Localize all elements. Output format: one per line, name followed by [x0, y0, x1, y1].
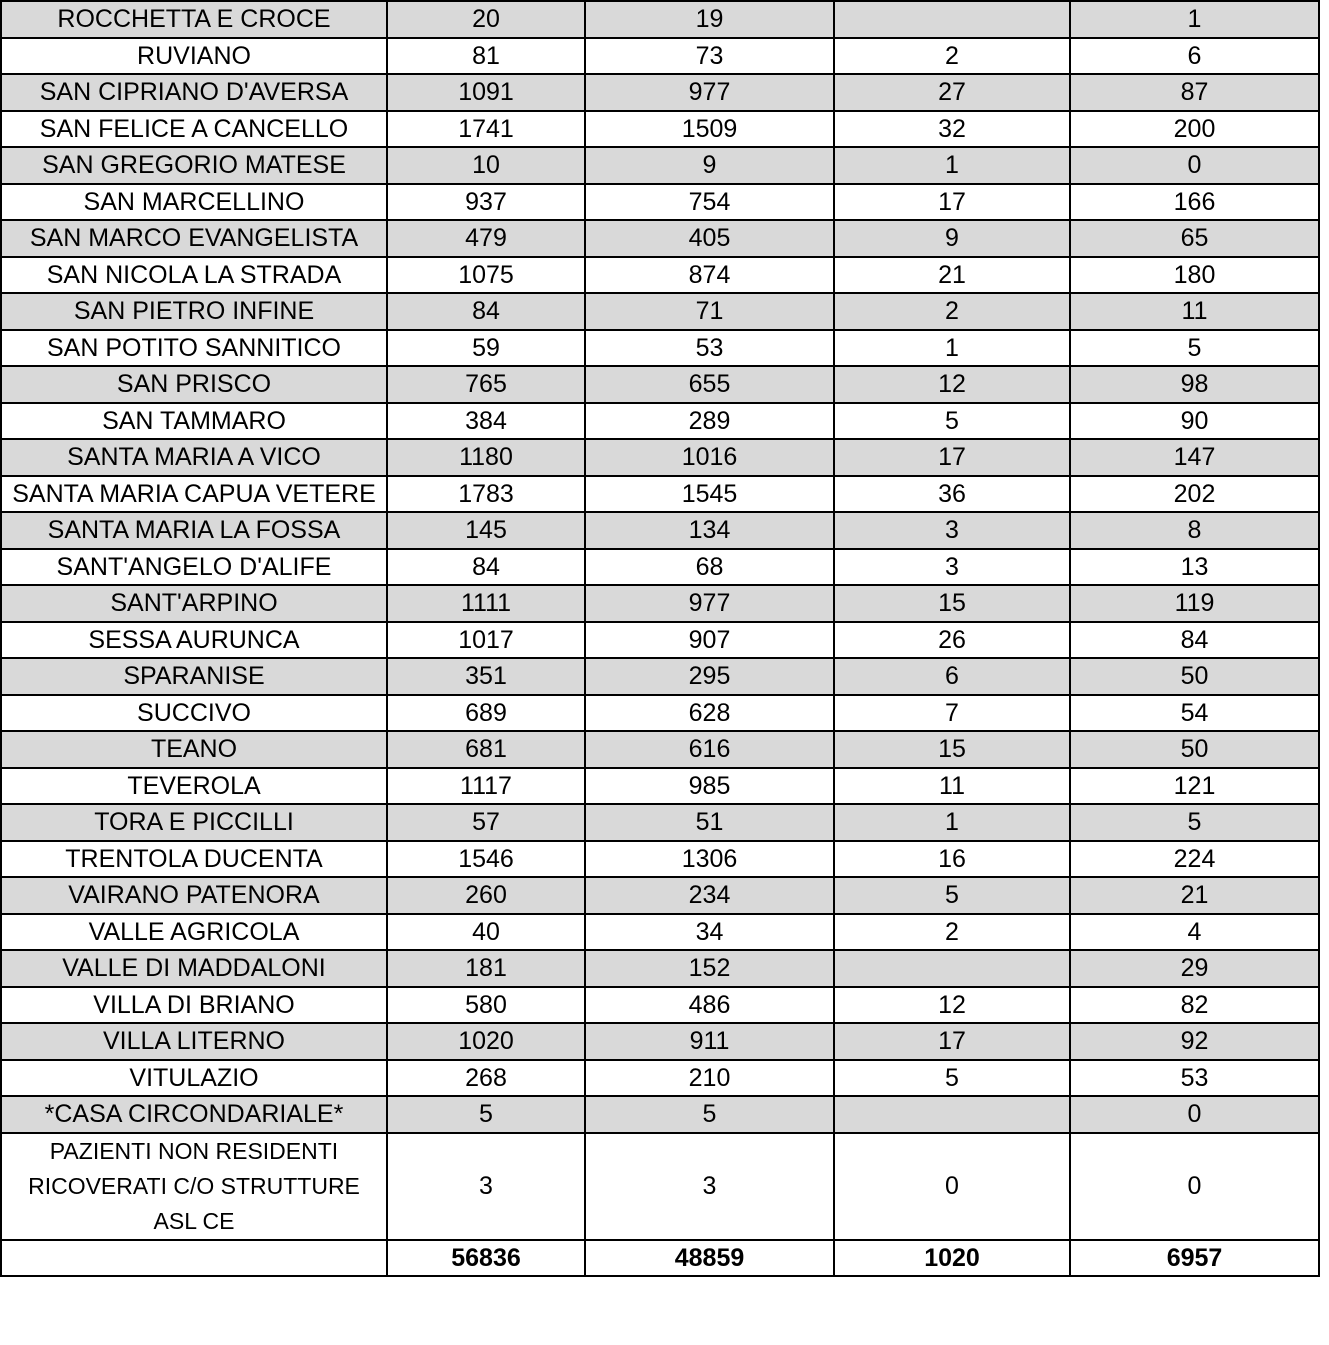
value-cell-4: 84 [1070, 622, 1319, 659]
value-cell-2: 911 [585, 1023, 834, 1060]
value-cell-1: 1741 [387, 111, 585, 148]
value-cell-3: 16 [834, 841, 1070, 878]
table-row [1, 257, 1319, 294]
municipality-cell: VALLE DI MADDALONI [1, 950, 387, 987]
total-label-cell [1, 1240, 387, 1276]
value-cell-4: 224 [1070, 841, 1319, 878]
value-cell-4: 11 [1070, 293, 1319, 330]
value-cell-2: 295 [585, 658, 834, 695]
table-row [1, 695, 1319, 732]
value-cell-1: 1180 [387, 439, 585, 476]
value-cell-2: 68 [585, 549, 834, 586]
value-cell-3: 1 [834, 330, 1070, 367]
table-row [1, 147, 1319, 184]
value-cell-1: 260 [387, 877, 585, 914]
value-cell-3: 17 [834, 439, 1070, 476]
value-cell-4: 202 [1070, 476, 1319, 513]
municipality-cell: VITULAZIO [1, 1060, 387, 1097]
value-cell-2: 134 [585, 512, 834, 549]
value-cell-2: 754 [585, 184, 834, 221]
value-cell-4: 65 [1070, 220, 1319, 257]
value-cell-3: 6 [834, 658, 1070, 695]
value-cell-2: 405 [585, 220, 834, 257]
value-cell-1: 145 [387, 512, 585, 549]
value-cell-1: 40 [387, 914, 585, 951]
value-cell-4: 121 [1070, 768, 1319, 805]
value-cell-1: 3 [387, 1133, 585, 1240]
municipality-cell: VILLA DI BRIANO [1, 987, 387, 1024]
municipality-cell: TORA E PICCILLI [1, 804, 387, 841]
value-cell-3: 7 [834, 695, 1070, 732]
table-row [1, 111, 1319, 148]
value-cell-1: 1020 [387, 1023, 585, 1060]
value-cell-1: 689 [387, 695, 585, 732]
value-cell-3: 2 [834, 914, 1070, 951]
municipality-cell: SANT'ANGELO D'ALIFE [1, 549, 387, 586]
total-value-cell-2: 48859 [585, 1240, 834, 1276]
value-cell-2: 1016 [585, 439, 834, 476]
value-cell-4: 5 [1070, 330, 1319, 367]
value-cell-2: 210 [585, 1060, 834, 1097]
municipality-cell: SAN PIETRO INFINE [1, 293, 387, 330]
table-row [1, 950, 1319, 987]
table-row [1, 585, 1319, 622]
value-cell-1: 1075 [387, 257, 585, 294]
municipality-cell: SANT'ARPINO [1, 585, 387, 622]
total-value-cell-3: 1020 [834, 1240, 1070, 1276]
value-cell-4: 29 [1070, 950, 1319, 987]
value-cell-4: 13 [1070, 549, 1319, 586]
table-body [1, 1, 1319, 1276]
value-cell-4: 5 [1070, 804, 1319, 841]
value-cell-3: 2 [834, 293, 1070, 330]
value-cell-3: 5 [834, 877, 1070, 914]
value-cell-4: 4 [1070, 914, 1319, 951]
table-row [1, 1, 1319, 38]
total-value-cell-1: 56836 [387, 1240, 585, 1276]
value-cell-3: 5 [834, 403, 1070, 440]
value-cell-2: 1545 [585, 476, 834, 513]
municipality-cell: SPARANISE [1, 658, 387, 695]
municipality-cell: SANTA MARIA CAPUA VETERE [1, 476, 387, 513]
value-cell-4: 147 [1070, 439, 1319, 476]
value-cell-1: 84 [387, 549, 585, 586]
value-cell-3: 12 [834, 987, 1070, 1024]
value-cell-3: 32 [834, 111, 1070, 148]
value-cell-3: 15 [834, 731, 1070, 768]
table-row [1, 403, 1319, 440]
value-cell-1: 10 [387, 147, 585, 184]
table-row [1, 877, 1319, 914]
value-cell-4: 50 [1070, 658, 1319, 695]
value-cell-1: 580 [387, 987, 585, 1024]
table-row [1, 804, 1319, 841]
municipality-cell: SAN POTITO SANNITICO [1, 330, 387, 367]
municipality-cell: VAIRANO PATENORA [1, 877, 387, 914]
municipality-cell: *CASA CIRCONDARIALE* [1, 1096, 387, 1133]
value-cell-1: 84 [387, 293, 585, 330]
value-cell-1: 351 [387, 658, 585, 695]
value-cell-1: 1017 [387, 622, 585, 659]
value-cell-3: 9 [834, 220, 1070, 257]
municipality-cell: SAN MARCELLINO [1, 184, 387, 221]
value-cell-4: 82 [1070, 987, 1319, 1024]
value-cell-4: 54 [1070, 695, 1319, 732]
value-cell-1: 5 [387, 1096, 585, 1133]
value-cell-4: 180 [1070, 257, 1319, 294]
value-cell-4: 0 [1070, 1096, 1319, 1133]
value-cell-2: 907 [585, 622, 834, 659]
value-cell-1: 937 [387, 184, 585, 221]
table-row [1, 74, 1319, 111]
value-cell-3: 21 [834, 257, 1070, 294]
value-cell-3: 17 [834, 1023, 1070, 1060]
table-row [1, 622, 1319, 659]
value-cell-3: 12 [834, 366, 1070, 403]
table-row [1, 366, 1319, 403]
value-cell-4: 166 [1070, 184, 1319, 221]
value-cell-2: 616 [585, 731, 834, 768]
municipality-cell: PAZIENTI NON RESIDENTI RICOVERATI C/O STRUTTURE ASL CE [1, 1133, 387, 1240]
table-row [1, 476, 1319, 513]
value-cell-4: 0 [1070, 1133, 1319, 1240]
municipality-cell: TEANO [1, 731, 387, 768]
value-cell-3: 5 [834, 1060, 1070, 1097]
value-cell-3: 0 [834, 1133, 1070, 1240]
table-row [1, 731, 1319, 768]
municipality-cell: SAN NICOLA LA STRADA [1, 257, 387, 294]
value-cell-4: 92 [1070, 1023, 1319, 1060]
value-cell-2: 73 [585, 38, 834, 75]
value-cell-4: 98 [1070, 366, 1319, 403]
value-cell-4: 21 [1070, 877, 1319, 914]
value-cell-4: 8 [1070, 512, 1319, 549]
table-row [1, 1060, 1319, 1097]
value-cell-3 [834, 1, 1070, 38]
value-cell-3: 3 [834, 549, 1070, 586]
value-cell-1: 681 [387, 731, 585, 768]
table-row [1, 658, 1319, 695]
value-cell-2: 1509 [585, 111, 834, 148]
municipality-cell: RUVIANO [1, 38, 387, 75]
table-row [1, 1023, 1319, 1060]
value-cell-2: 985 [585, 768, 834, 805]
municipality-cell: VALLE AGRICOLA [1, 914, 387, 951]
value-cell-4: 1 [1070, 1, 1319, 38]
value-cell-1: 1546 [387, 841, 585, 878]
value-cell-4: 0 [1070, 147, 1319, 184]
table-row [1, 330, 1319, 367]
value-cell-3: 26 [834, 622, 1070, 659]
value-cell-3: 27 [834, 74, 1070, 111]
table-row [1, 220, 1319, 257]
value-cell-3: 3 [834, 512, 1070, 549]
value-cell-2: 34 [585, 914, 834, 951]
value-cell-1: 181 [387, 950, 585, 987]
value-cell-2: 874 [585, 257, 834, 294]
value-cell-3 [834, 1096, 1070, 1133]
municipality-cell: TRENTOLA DUCENTA [1, 841, 387, 878]
value-cell-2: 234 [585, 877, 834, 914]
municipality-cell: SAN TAMMARO [1, 403, 387, 440]
municipality-cell: TEVEROLA [1, 768, 387, 805]
value-cell-2: 51 [585, 804, 834, 841]
value-cell-3: 1 [834, 804, 1070, 841]
table-row [1, 184, 1319, 221]
table-row [1, 38, 1319, 75]
table-row [1, 768, 1319, 805]
municipality-cell: SAN PRISCO [1, 366, 387, 403]
total-row [1, 1240, 1319, 1276]
value-cell-2: 628 [585, 695, 834, 732]
value-cell-2: 5 [585, 1096, 834, 1133]
value-cell-2: 977 [585, 74, 834, 111]
value-cell-2: 1306 [585, 841, 834, 878]
value-cell-4: 53 [1070, 1060, 1319, 1097]
value-cell-1: 268 [387, 1060, 585, 1097]
value-cell-2: 71 [585, 293, 834, 330]
municipality-cell: SAN FELICE A CANCELLO [1, 111, 387, 148]
table-row [1, 293, 1319, 330]
municipality-cell: ROCCHETTA E CROCE [1, 1, 387, 38]
value-cell-3: 36 [834, 476, 1070, 513]
table-row [1, 1133, 1319, 1240]
municipality-cell: SANTA MARIA LA FOSSA [1, 512, 387, 549]
table-row [1, 439, 1319, 476]
value-cell-3 [834, 950, 1070, 987]
value-cell-2: 9 [585, 147, 834, 184]
value-cell-4: 90 [1070, 403, 1319, 440]
value-cell-3: 1 [834, 147, 1070, 184]
value-cell-1: 1091 [387, 74, 585, 111]
value-cell-3: 2 [834, 38, 1070, 75]
value-cell-4: 6 [1070, 38, 1319, 75]
value-cell-3: 17 [834, 184, 1070, 221]
table-row [1, 914, 1319, 951]
value-cell-4: 50 [1070, 731, 1319, 768]
value-cell-4: 119 [1070, 585, 1319, 622]
value-cell-2: 53 [585, 330, 834, 367]
table-row [1, 987, 1319, 1024]
value-cell-3: 15 [834, 585, 1070, 622]
municipality-cell: SANTA MARIA A VICO [1, 439, 387, 476]
value-cell-1: 479 [387, 220, 585, 257]
municipality-cell: SAN CIPRIANO D'AVERSA [1, 74, 387, 111]
table-row [1, 841, 1319, 878]
value-cell-1: 20 [387, 1, 585, 38]
value-cell-3: 11 [834, 768, 1070, 805]
value-cell-2: 655 [585, 366, 834, 403]
value-cell-2: 152 [585, 950, 834, 987]
value-cell-2: 289 [585, 403, 834, 440]
value-cell-1: 57 [387, 804, 585, 841]
table-row [1, 512, 1319, 549]
municipality-cell: SUCCIVO [1, 695, 387, 732]
value-cell-1: 765 [387, 366, 585, 403]
table-row [1, 1096, 1319, 1133]
value-cell-2: 19 [585, 1, 834, 38]
municipality-cell: VILLA LITERNO [1, 1023, 387, 1060]
total-value-cell-4: 6957 [1070, 1240, 1319, 1276]
value-cell-4: 200 [1070, 111, 1319, 148]
municipality-cell: SAN GREGORIO MATESE [1, 147, 387, 184]
value-cell-2: 977 [585, 585, 834, 622]
value-cell-1: 1783 [387, 476, 585, 513]
value-cell-1: 59 [387, 330, 585, 367]
value-cell-1: 1111 [387, 585, 585, 622]
value-cell-1: 384 [387, 403, 585, 440]
value-cell-4: 87 [1070, 74, 1319, 111]
value-cell-1: 1117 [387, 768, 585, 805]
table-row [1, 549, 1319, 586]
municipality-cell: SAN MARCO EVANGELISTA [1, 220, 387, 257]
value-cell-2: 3 [585, 1133, 834, 1240]
value-cell-1: 81 [387, 38, 585, 75]
value-cell-2: 486 [585, 987, 834, 1024]
municipality-cell: SESSA AURUNCA [1, 622, 387, 659]
